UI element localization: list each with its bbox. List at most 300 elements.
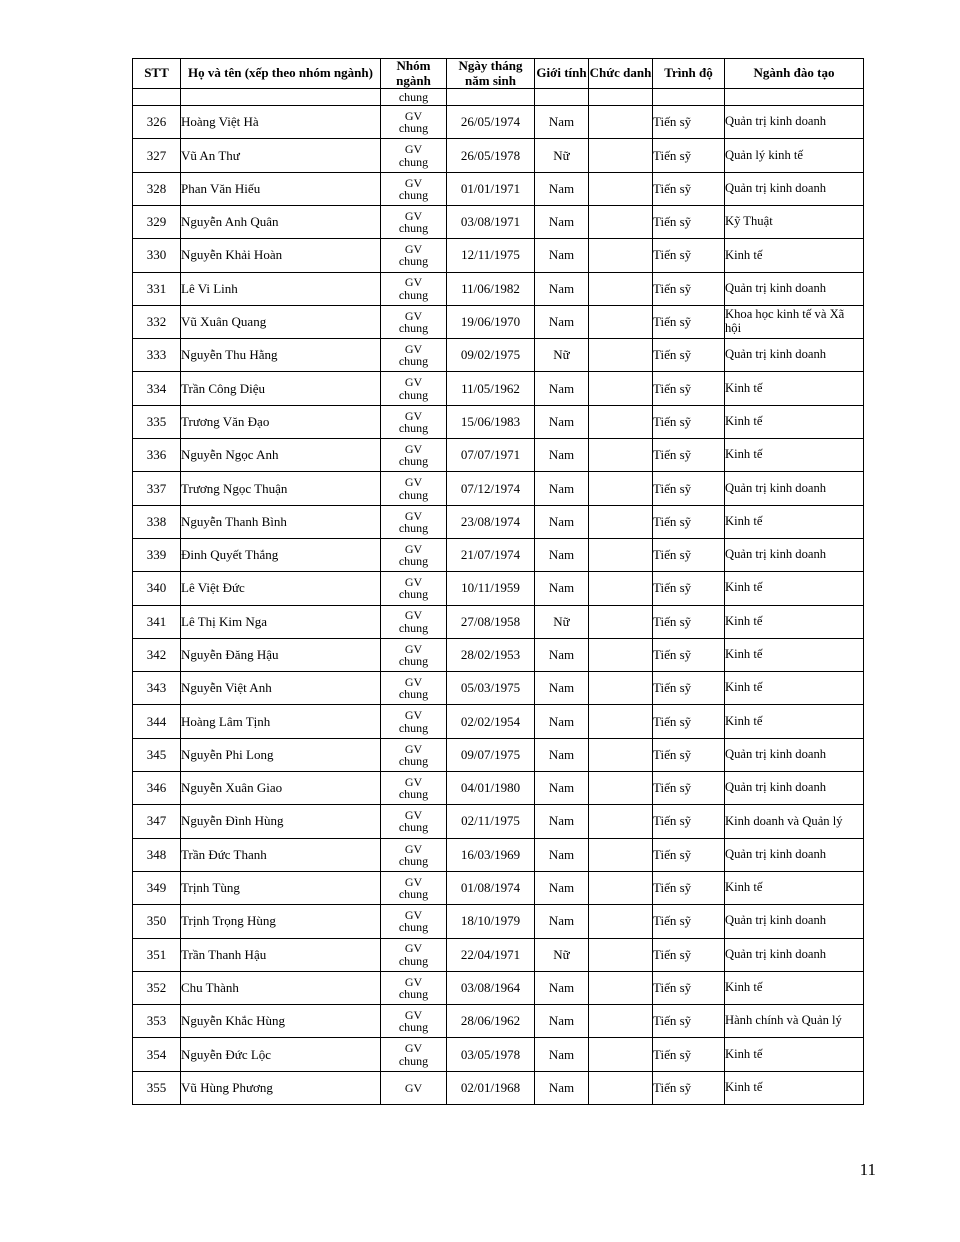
group-line-1: GV bbox=[404, 1041, 423, 1056]
cell-major: Quản trị kinh doanh bbox=[725, 538, 864, 571]
cell-major: Quản trị kinh doanh bbox=[725, 772, 864, 805]
cell-group bbox=[381, 538, 447, 571]
cell-major: Kinh tế bbox=[725, 405, 864, 438]
cell-group bbox=[381, 272, 447, 305]
cell-level: Tiến sỹ bbox=[653, 439, 725, 472]
cell-name: Nguyễn Đăng Hậu bbox=[181, 638, 381, 671]
cell-dob: 02/01/1968 bbox=[447, 1071, 535, 1104]
group-line-1: GV bbox=[404, 575, 423, 590]
cell-level: Tiến sỹ bbox=[653, 805, 725, 838]
cell-level: Tiến sỹ bbox=[653, 106, 725, 139]
group-line-2: chung bbox=[398, 454, 429, 469]
cell-group bbox=[381, 505, 447, 538]
cell-level: Tiến sỹ bbox=[653, 372, 725, 405]
cell-dob: 02/11/1975 bbox=[447, 805, 535, 838]
cell-stt: 336 bbox=[133, 439, 181, 472]
cell-name: Trương Văn Đạo bbox=[181, 405, 381, 438]
cell-sex: Nam bbox=[535, 538, 589, 571]
cell-dob: 02/02/1954 bbox=[447, 705, 535, 738]
group-line-2: chung bbox=[398, 254, 429, 269]
cell-stt: 340 bbox=[133, 572, 181, 605]
cell-level: Tiến sỹ bbox=[653, 1005, 725, 1038]
table-row bbox=[133, 1038, 864, 1071]
group-line-1: GV bbox=[404, 941, 423, 956]
cell-major bbox=[725, 89, 864, 106]
group-line-1: GV bbox=[404, 708, 423, 723]
cell-name: Nguyễn Khải Hoàn bbox=[181, 239, 381, 272]
table-row bbox=[133, 239, 864, 272]
cell-level: Tiến sỹ bbox=[653, 638, 725, 671]
table-row bbox=[133, 305, 864, 338]
cell-group bbox=[381, 938, 447, 971]
cell-sex: Nam bbox=[535, 106, 589, 139]
group-line-1: GV bbox=[404, 774, 423, 789]
group-line-2: chung bbox=[398, 653, 429, 668]
cell-major: Kinh tế bbox=[725, 1038, 864, 1071]
group-line-2: chung bbox=[398, 887, 429, 902]
cell-level: Tiến sỹ bbox=[653, 1071, 725, 1104]
cell-sex: Nam bbox=[535, 272, 589, 305]
group-line-1: GV bbox=[404, 974, 423, 989]
cell-dob: 10/11/1959 bbox=[447, 572, 535, 605]
cell-dob: 07/12/1974 bbox=[447, 472, 535, 505]
cell-group bbox=[381, 838, 447, 871]
cell-group bbox=[381, 572, 447, 605]
cell-stt: 349 bbox=[133, 871, 181, 904]
cell-group bbox=[381, 106, 447, 139]
cell-name: Đinh Quyết Thắng bbox=[181, 538, 381, 571]
cell-dob: 23/08/1974 bbox=[447, 505, 535, 538]
group-line-2: chung bbox=[398, 420, 429, 435]
cell-stt bbox=[133, 89, 181, 106]
group-line-2: chung bbox=[398, 387, 429, 402]
faculty-roster-table bbox=[132, 58, 864, 1105]
table-row bbox=[133, 572, 864, 605]
cell-major: Kỹ Thuật bbox=[725, 205, 864, 238]
group-line-1: GV bbox=[404, 641, 423, 656]
cell-sex: Nam bbox=[535, 405, 589, 438]
cell-title bbox=[589, 89, 653, 106]
cell-sex: Nữ bbox=[535, 938, 589, 971]
group-line-1: GV bbox=[404, 208, 423, 223]
cell-dob: 26/05/1978 bbox=[447, 139, 535, 172]
group-line-2: chung bbox=[398, 820, 429, 835]
cell-dob: 16/03/1969 bbox=[447, 838, 535, 871]
cell-sex: Nam bbox=[535, 205, 589, 238]
group-line-2: chung bbox=[398, 221, 429, 236]
cell-dob: 12/11/1975 bbox=[447, 239, 535, 272]
cell-sex: Nam bbox=[535, 572, 589, 605]
cell-title bbox=[589, 272, 653, 305]
cell-sex: Nam bbox=[535, 239, 589, 272]
cell-title bbox=[589, 139, 653, 172]
cell-level: Tiến sỹ bbox=[653, 772, 725, 805]
cell-title bbox=[589, 938, 653, 971]
cell-title bbox=[589, 738, 653, 771]
group-line-1: GV bbox=[404, 608, 423, 623]
group-line-1: GV bbox=[404, 508, 423, 523]
cell-level: Tiến sỹ bbox=[653, 705, 725, 738]
group-line-1: GV bbox=[404, 375, 423, 390]
group-line-2: chung bbox=[398, 554, 429, 569]
group-line-1: GV bbox=[404, 908, 423, 923]
table-row bbox=[133, 205, 864, 238]
cell-dob: 11/05/1962 bbox=[447, 372, 535, 405]
cell-name: Phan Văn Hiếu bbox=[181, 172, 381, 205]
cell-major: Kinh doanh và Quản lý bbox=[725, 805, 864, 838]
cell-level: Tiến sỹ bbox=[653, 838, 725, 871]
group-line-2: chung bbox=[398, 287, 429, 302]
group-line-2: chung bbox=[398, 1020, 429, 1035]
cell-name: Nguyễn Việt Anh bbox=[181, 672, 381, 705]
cell-sex: Nam bbox=[535, 372, 589, 405]
cell-name: Hoàng Lâm Tịnh bbox=[181, 705, 381, 738]
cell-group bbox=[381, 772, 447, 805]
cell-level: Tiến sỹ bbox=[653, 505, 725, 538]
cell-dob: 28/02/1953 bbox=[447, 638, 535, 671]
cell-major: Kinh tế bbox=[725, 971, 864, 1004]
cell-level: Tiến sỹ bbox=[653, 472, 725, 505]
table-header-row bbox=[133, 59, 864, 89]
cell-group bbox=[381, 805, 447, 838]
table-row bbox=[133, 505, 864, 538]
cell-level: Tiến sỹ bbox=[653, 339, 725, 372]
cell-group bbox=[381, 472, 447, 505]
cell-title bbox=[589, 971, 653, 1004]
cell-major: Kinh tế bbox=[725, 672, 864, 705]
cell-group bbox=[381, 638, 447, 671]
cell-dob: 05/03/1975 bbox=[447, 672, 535, 705]
table-row bbox=[133, 838, 864, 871]
cell-name: Vũ Hùng Phương bbox=[181, 1071, 381, 1104]
cell-level: Tiến sỹ bbox=[653, 938, 725, 971]
table-row bbox=[133, 172, 864, 205]
cell-sex: Nam bbox=[535, 1005, 589, 1038]
cell-major: Kinh tế bbox=[725, 638, 864, 671]
table-row bbox=[133, 1071, 864, 1104]
cell-dob: 01/08/1974 bbox=[447, 871, 535, 904]
cell-stt: 352 bbox=[133, 971, 181, 1004]
cell-level: Tiến sỹ bbox=[653, 572, 725, 605]
cell-title bbox=[589, 572, 653, 605]
group-line-1: GV bbox=[404, 841, 423, 856]
cell-dob: 09/07/1975 bbox=[447, 738, 535, 771]
cell-level: Tiến sỹ bbox=[653, 139, 725, 172]
cell-sex: Nam bbox=[535, 1038, 589, 1071]
table-row bbox=[133, 372, 864, 405]
cell-name: Trần Đức Thanh bbox=[181, 838, 381, 871]
group-line-1: GV bbox=[404, 275, 423, 290]
cell-major: Kinh tế bbox=[725, 505, 864, 538]
cell-sex: Nam bbox=[535, 672, 589, 705]
cell-major: Kinh tế bbox=[725, 605, 864, 638]
column-header-name: Họ và tên (xếp theo nhóm ngành) bbox=[181, 59, 381, 89]
group-line-1: GV bbox=[404, 741, 423, 756]
cell-name: Nguyễn Xuân Giao bbox=[181, 772, 381, 805]
cell-name: Trần Thanh Hậu bbox=[181, 938, 381, 971]
column-header-sex: Giới tính bbox=[535, 59, 589, 89]
cell-level: Tiến sỹ bbox=[653, 738, 725, 771]
group-line-1: GV bbox=[404, 109, 423, 123]
cell-level: Tiến sỹ bbox=[653, 871, 725, 904]
cell-level: Tiến sỹ bbox=[653, 305, 725, 338]
cell-major: Quản lý kinh tế bbox=[725, 139, 864, 172]
table-row bbox=[133, 738, 864, 771]
cell-title bbox=[589, 205, 653, 238]
cell-dob: 07/07/1971 bbox=[447, 439, 535, 472]
cell-sex: Nam bbox=[535, 971, 589, 1004]
cell-group bbox=[381, 205, 447, 238]
cell-sex: Nam bbox=[535, 772, 589, 805]
table-row-partial bbox=[133, 89, 864, 106]
cell-dob: 15/06/1983 bbox=[447, 405, 535, 438]
column-header-title: Chức danh bbox=[589, 59, 653, 89]
cell-title bbox=[589, 805, 653, 838]
cell-title bbox=[589, 605, 653, 638]
table-row bbox=[133, 106, 864, 139]
cell-stt: 337 bbox=[133, 472, 181, 505]
cell-dob: 09/02/1975 bbox=[447, 339, 535, 372]
group-line-1: GV bbox=[404, 175, 423, 190]
cell-sex: Nam bbox=[535, 1071, 589, 1104]
cell-major: Quản trị kinh doanh bbox=[725, 472, 864, 505]
cell-major: Kinh tế bbox=[725, 572, 864, 605]
cell-group bbox=[381, 139, 447, 172]
group-line-2: chung bbox=[398, 920, 429, 935]
table-row bbox=[133, 805, 864, 838]
cell-name: Trịnh Tùng bbox=[181, 871, 381, 904]
cell-stt: 342 bbox=[133, 638, 181, 671]
cell-level: Tiến sỹ bbox=[653, 239, 725, 272]
cell-sex: Nam bbox=[535, 905, 589, 938]
cell-group bbox=[381, 605, 447, 638]
cell-dob: 21/07/1974 bbox=[447, 538, 535, 571]
cell-title bbox=[589, 838, 653, 871]
cell-group: chung bbox=[381, 89, 447, 106]
cell-group bbox=[381, 372, 447, 405]
cell-dob bbox=[447, 89, 535, 106]
table-row bbox=[133, 871, 864, 904]
cell-title bbox=[589, 172, 653, 205]
cell-name: Nguyễn Thu Hằng bbox=[181, 339, 381, 372]
group-line-1: GV bbox=[404, 808, 423, 823]
group-line-1: GV bbox=[404, 475, 423, 490]
cell-major: Quản trị kinh doanh bbox=[725, 838, 864, 871]
cell-name: Lê Vi Linh bbox=[181, 272, 381, 305]
cell-name: Trần Công Diệu bbox=[181, 372, 381, 405]
cell-stt: 354 bbox=[133, 1038, 181, 1071]
cell-level: Tiến sỹ bbox=[653, 405, 725, 438]
group-line-2: chung bbox=[398, 853, 429, 868]
group-line-1: GV bbox=[404, 675, 423, 690]
cell-name: Trương Ngọc Thuận bbox=[181, 472, 381, 505]
table-row bbox=[133, 938, 864, 971]
cell-name: Nguyễn Đình Hùng bbox=[181, 805, 381, 838]
cell-dob: 01/01/1971 bbox=[447, 172, 535, 205]
cell-level: Tiến sỹ bbox=[653, 538, 725, 571]
cell-major: Quản trị kinh doanh bbox=[725, 106, 864, 139]
cell-name: Lê Việt Đức bbox=[181, 572, 381, 605]
table-row bbox=[133, 905, 864, 938]
table-row bbox=[133, 405, 864, 438]
cell-sex: Nam bbox=[535, 838, 589, 871]
cell-stt: 334 bbox=[133, 372, 181, 405]
cell-sex: Nam bbox=[535, 472, 589, 505]
cell-group bbox=[381, 672, 447, 705]
cell-stt: 355 bbox=[133, 1071, 181, 1104]
group-line-2: chung bbox=[398, 1053, 429, 1068]
cell-dob: 03/08/1964 bbox=[447, 971, 535, 1004]
cell-stt: 338 bbox=[133, 505, 181, 538]
group-line-2: chung bbox=[398, 520, 429, 535]
cell-title bbox=[589, 871, 653, 904]
cell-name: Lê Thị Kim Nga bbox=[181, 605, 381, 638]
table-body bbox=[133, 89, 864, 1105]
cell-stt: 339 bbox=[133, 538, 181, 571]
table-header bbox=[133, 59, 864, 89]
cell-group bbox=[381, 738, 447, 771]
cell-title bbox=[589, 372, 653, 405]
cell-level: Tiến sỹ bbox=[653, 905, 725, 938]
cell-sex: Nam bbox=[535, 439, 589, 472]
cell-dob: 04/01/1980 bbox=[447, 772, 535, 805]
group-line-2: chung bbox=[398, 354, 429, 369]
cell-name: Nguyễn Phi Long bbox=[181, 738, 381, 771]
cell-title bbox=[589, 439, 653, 472]
cell-group bbox=[381, 172, 447, 205]
cell-dob: 22/04/1971 bbox=[447, 938, 535, 971]
cell-stt: 347 bbox=[133, 805, 181, 838]
cell-sex: Nữ bbox=[535, 139, 589, 172]
cell-sex: Nam bbox=[535, 172, 589, 205]
table-row bbox=[133, 605, 864, 638]
cell-dob: 11/06/1982 bbox=[447, 272, 535, 305]
cell-level: Tiến sỹ bbox=[653, 605, 725, 638]
cell-dob: 18/10/1979 bbox=[447, 905, 535, 938]
column-header-group: Nhóm ngành bbox=[381, 59, 447, 89]
cell-name: Vũ An Thư bbox=[181, 139, 381, 172]
table-row bbox=[133, 272, 864, 305]
cell-title bbox=[589, 472, 653, 505]
cell-stt: 328 bbox=[133, 172, 181, 205]
cell-major: Kinh tế bbox=[725, 1071, 864, 1104]
cell-title bbox=[589, 705, 653, 738]
cell-title bbox=[589, 405, 653, 438]
cell-stt: 353 bbox=[133, 1005, 181, 1038]
group-line-1: GV bbox=[404, 308, 423, 323]
cell-sex: Nữ bbox=[535, 605, 589, 638]
cell-stt: 327 bbox=[133, 139, 181, 172]
group-line-1: GV bbox=[404, 1080, 423, 1095]
column-header-major: Ngành đào tạo bbox=[725, 59, 864, 89]
cell-group bbox=[381, 1038, 447, 1071]
cell-sex: Nam bbox=[535, 638, 589, 671]
cell-major: Quản trị kinh doanh bbox=[725, 938, 864, 971]
cell-group bbox=[381, 405, 447, 438]
cell-title bbox=[589, 905, 653, 938]
cell-stt: 351 bbox=[133, 938, 181, 971]
cell-stt: 346 bbox=[133, 772, 181, 805]
cell-major: Khoa học kinh tế và Xã hội bbox=[725, 305, 864, 338]
cell-level: Tiến sỹ bbox=[653, 672, 725, 705]
cell-title bbox=[589, 239, 653, 272]
cell-dob: 03/08/1971 bbox=[447, 205, 535, 238]
cell-stt: 331 bbox=[133, 272, 181, 305]
cell-title bbox=[589, 538, 653, 571]
cell-title bbox=[589, 305, 653, 338]
group-line-1: GV bbox=[404, 242, 423, 257]
cell-group bbox=[381, 239, 447, 272]
cell-title bbox=[589, 672, 653, 705]
group-line-1: GV bbox=[404, 874, 423, 889]
group-line-2: chung bbox=[398, 953, 429, 968]
table-row bbox=[133, 339, 864, 372]
group-line-1: GV bbox=[404, 342, 423, 357]
cell-dob: 19/06/1970 bbox=[447, 305, 535, 338]
cell-stt: 345 bbox=[133, 738, 181, 771]
cell-major: Kinh tế bbox=[725, 705, 864, 738]
group-line-2: chung bbox=[398, 187, 429, 202]
cell-major: Kinh tế bbox=[725, 239, 864, 272]
group-line-2: chung bbox=[398, 620, 429, 635]
cell-level: Tiến sỹ bbox=[653, 971, 725, 1004]
cell-stt: 326 bbox=[133, 106, 181, 139]
cell-dob: 27/08/1958 bbox=[447, 605, 535, 638]
table-row bbox=[133, 472, 864, 505]
cell-sex: Nữ bbox=[535, 339, 589, 372]
group-line-1: GV bbox=[404, 408, 423, 423]
table-row bbox=[133, 672, 864, 705]
group-line-1: GV bbox=[404, 142, 423, 157]
cell-level bbox=[653, 89, 725, 106]
cell-major: Kinh tế bbox=[725, 871, 864, 904]
cell-group bbox=[381, 905, 447, 938]
group-line-2: chung bbox=[398, 986, 429, 1001]
cell-sex: Nam bbox=[535, 305, 589, 338]
table-row bbox=[133, 1005, 864, 1038]
cell-stt: 343 bbox=[133, 672, 181, 705]
cell-stt: 330 bbox=[133, 239, 181, 272]
cell-name: Hoàng Việt Hà bbox=[181, 106, 381, 139]
cell-group bbox=[381, 305, 447, 338]
cell-major: Kinh tế bbox=[725, 372, 864, 405]
cell-name: Nguyễn Anh Quân bbox=[181, 205, 381, 238]
group-line-2: chung bbox=[398, 121, 429, 136]
column-header-stt: STT bbox=[133, 59, 181, 89]
cell-name: Nguyễn Ngọc Anh bbox=[181, 439, 381, 472]
cell-stt: 344 bbox=[133, 705, 181, 738]
cell-stt: 350 bbox=[133, 905, 181, 938]
cell-name: Nguyễn Thanh Bình bbox=[181, 505, 381, 538]
cell-stt: 341 bbox=[133, 605, 181, 638]
cell-level: Tiến sỹ bbox=[653, 272, 725, 305]
group-line-2: chung bbox=[398, 487, 429, 502]
cell-stt: 335 bbox=[133, 405, 181, 438]
cell-stt: 348 bbox=[133, 838, 181, 871]
group-line-1: GV bbox=[404, 441, 423, 456]
cell-major: Quản trị kinh doanh bbox=[725, 172, 864, 205]
cell-dob: 28/06/1962 bbox=[447, 1005, 535, 1038]
cell-level: Tiến sỹ bbox=[653, 172, 725, 205]
cell-title bbox=[589, 638, 653, 671]
cell-title bbox=[589, 339, 653, 372]
group-line-2: chung bbox=[398, 753, 429, 768]
cell-sex bbox=[535, 89, 589, 106]
cell-name: Nguyễn Khắc Hùng bbox=[181, 1005, 381, 1038]
cell-level: Tiến sỹ bbox=[653, 1038, 725, 1071]
group-line-1: GV bbox=[404, 1008, 423, 1023]
cell-major: Quản trị kinh doanh bbox=[725, 905, 864, 938]
